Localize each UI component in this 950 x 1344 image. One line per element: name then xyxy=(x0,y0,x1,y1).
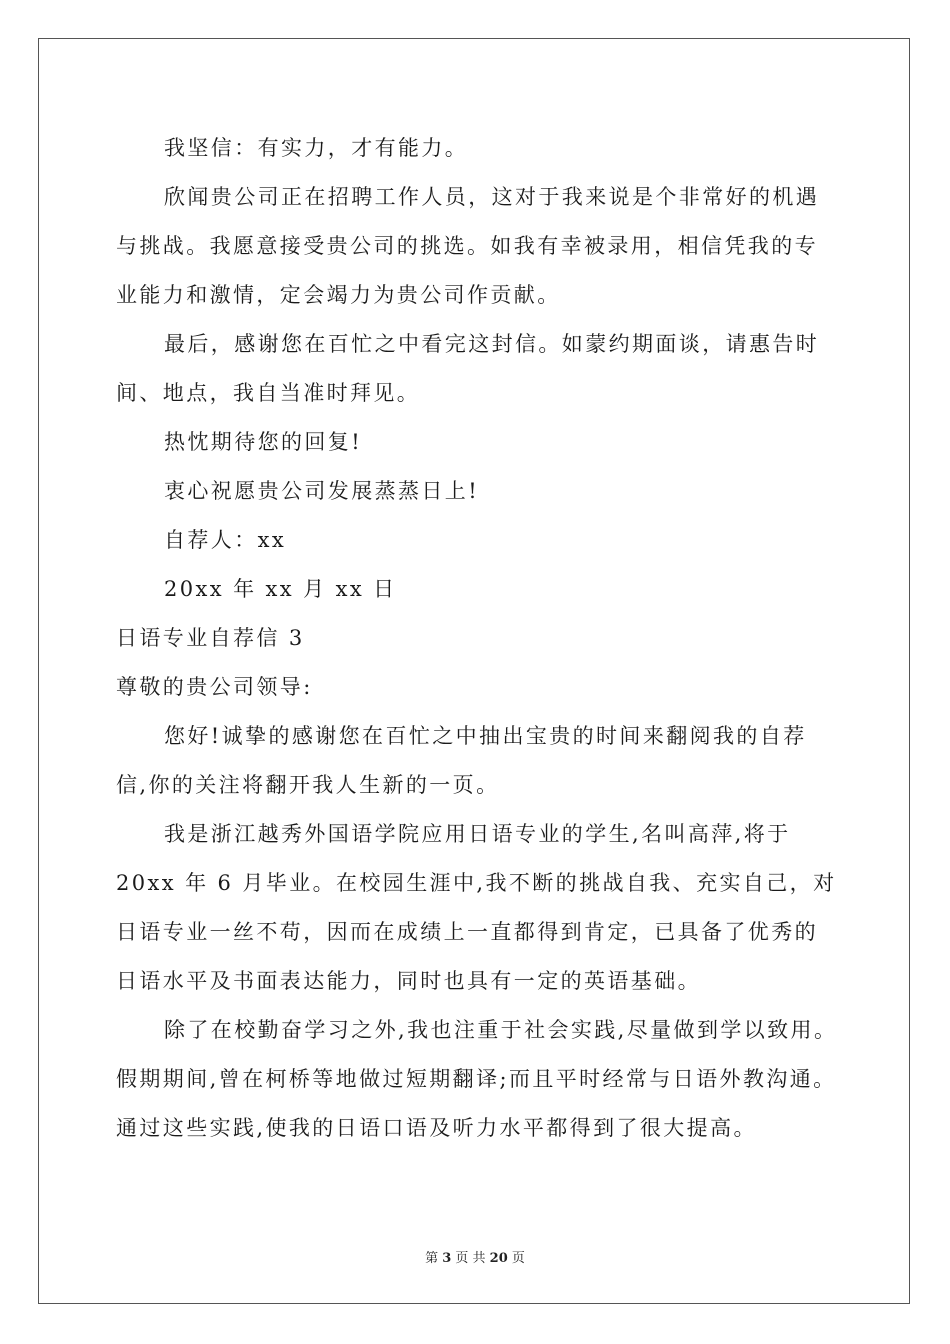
current-page-number: 3 xyxy=(442,1251,452,1266)
paragraph-line: 业能力和激情，定会竭力为贵公司作贡献。 xyxy=(116,283,561,307)
paragraph-line: 通过这些实践,使我的日语口语及听力水平都得到了很大提高。 xyxy=(116,1116,757,1140)
paragraph-line: 我坚信：有实力，才有能力。 xyxy=(164,136,469,160)
paragraph-line: 热忱期待您的回复! xyxy=(164,430,363,454)
salutation: 尊敬的贵公司领导: xyxy=(116,675,313,699)
footer-middle: 页 共 xyxy=(451,1251,490,1266)
section-title: 日语专业自荐信 3 xyxy=(116,626,305,650)
page-footer xyxy=(0,1247,950,1266)
footer-prefix: 第 xyxy=(425,1251,443,1266)
paragraph-line: 您好!诚挚的感谢您在百忙之中抽出宝贵的时间来翻阅我的自荐 xyxy=(164,724,807,748)
paragraph-line: 假期期间,曾在柯桥等地做过短期翻译;而且平时经常与日语外教沟通。 xyxy=(116,1067,837,1091)
paragraph-line: 欣闻贵公司正在招聘工作人员，这对于我来说是个非常好的机遇 xyxy=(164,185,820,209)
paragraph-line: 我是浙江越秀外国语学院应用日语专业的学生,名叫高萍,将于 xyxy=(164,822,791,846)
footer-suffix: 页 xyxy=(507,1251,525,1266)
paragraph-line: 衷心祝愿贵公司发展蒸蒸日上! xyxy=(164,479,480,503)
paragraph-line: 最后，感谢您在百忙之中看完这封信。如蒙约期面谈，请惠告时 xyxy=(164,332,820,356)
date-line: 20xx 年 xx 月 xx 日 xyxy=(164,577,397,601)
signature-line: 自荐人：xx xyxy=(164,528,287,552)
paragraph-line: 信,你的关注将翻开我人生新的一页。 xyxy=(116,773,500,797)
paragraph-line: 间、地点，我自当准时拜见。 xyxy=(116,381,421,405)
letter-body xyxy=(116,124,836,1153)
paragraph-line: 日语专业一丝不苟，因而在成绩上一直都得到肯定，已具备了优秀的 xyxy=(116,920,818,944)
paragraph-line: 日语水平及书面表达能力，同时也具有一定的英语基础。 xyxy=(116,969,701,993)
paragraph-line: 与挑战。我愿意接受贵公司的挑选。如我有幸被录用，相信凭我的专 xyxy=(116,234,818,258)
total-pages-number: 20 xyxy=(489,1251,508,1266)
paragraph-line: 20xx 年 6 月毕业。在校园生涯中,我不断的挑战自我、充实自己，对 xyxy=(116,871,837,895)
paragraph-line: 除了在校勤奋学习之外,我也注重于社会实践,尽量做到学以致用。 xyxy=(164,1018,838,1042)
